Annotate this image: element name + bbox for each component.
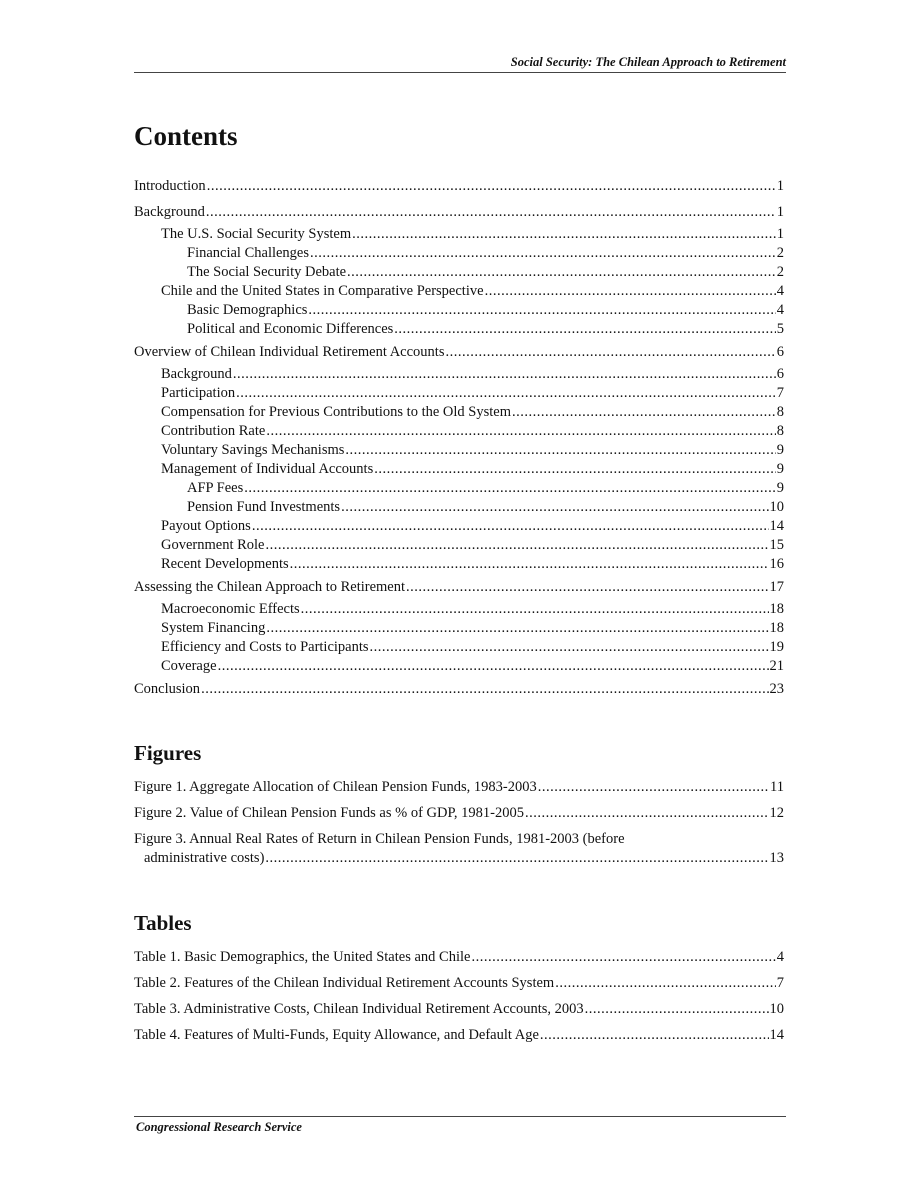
toc-entry-afp-fees[interactable]: AFP Fees ..... 9 — [134, 479, 784, 498]
toc-entry-government-role[interactable]: Government Role ..... 15 — [134, 536, 784, 555]
toc-entry-pension-fund-investments[interactable]: Pension Fund Investments ..... 10 — [134, 498, 784, 517]
toc-entry-voluntary-savings[interactable]: Voluntary Savings Mechanisms ..... 9 — [134, 441, 784, 460]
toc-entry-participation[interactable]: Participation ..... 7 — [134, 384, 784, 403]
table-entry-4[interactable]: Table 4. Features of Multi-Funds, Equity Allowance, and Default Age ..... 14 — [134, 1026, 784, 1045]
toc-entry-system-financing[interactable]: System Financing ..... 18 — [134, 619, 784, 638]
toc-entry-us-social-security[interactable]: The U.S. Social Security System ..... 1 — [134, 225, 784, 244]
toc-entry-coverage[interactable]: Coverage ..... 21 — [134, 657, 784, 676]
table-entry-2[interactable]: Table 2. Features of the Chilean Individual Retirement Accounts System ..... 7 — [134, 974, 784, 993]
toc-entry-macroeconomic-effects[interactable]: Macroeconomic Effects ..... 18 — [134, 600, 784, 619]
toc-entry-conclusion[interactable]: Conclusion ..... 23 — [134, 680, 784, 699]
toc-entry-background-2[interactable]: Background ..... 6 — [134, 365, 784, 384]
toc-entry-comparative-perspective[interactable]: Chile and the United States in Comparative Perspective ..... 4 — [134, 282, 784, 301]
footer-rule — [134, 1116, 786, 1117]
figure-entry-1[interactable]: Figure 1. Aggregate Allocation of Chilean Pension Funds, 1983-2003 ..... 11 — [134, 778, 784, 797]
toc-entry-payout-options[interactable]: Payout Options ..... 14 — [134, 517, 784, 536]
toc-entry-overview-chilean-accounts[interactable]: Overview of Chilean Individual Retirement Accounts ..... 6 — [134, 343, 784, 362]
tables-heading: Tables — [134, 911, 192, 935]
toc-entry-contribution-rate[interactable]: Contribution Rate ..... 8 — [134, 422, 784, 441]
figure-entry-3[interactable]: Figure 3. Annual Real Rates of Return in Chilean Pension Funds, 1981-2003 (before administrative costs) ..... 13 — [134, 830, 784, 868]
toc-entry-introduction[interactable]: Introduction ..... 1 — [134, 177, 784, 196]
toc-entry-management-accounts[interactable]: Management of Individual Accounts ..... 9 — [134, 460, 784, 479]
figures-heading: Figures — [134, 741, 202, 765]
table-entry-3[interactable]: Table 3. Administrative Costs, Chilean Individual Retirement Accounts, 2003 ..... 10 — [134, 1000, 784, 1019]
contents-heading: Contents — [134, 121, 238, 151]
footer-publisher: Congressional Research Service — [136, 1120, 302, 1134]
toc-entry-compensation[interactable]: Compensation for Previous Contributions to the Old System ..... 8 — [134, 403, 784, 422]
toc-entry-basic-demographics[interactable]: Basic Demographics ..... 4 — [134, 301, 784, 320]
toc-entry-social-security-debate[interactable]: The Social Security Debate ..... 2 — [134, 263, 784, 282]
toc-entry-efficiency-costs[interactable]: Efficiency and Costs to Participants ..... 19 — [134, 638, 784, 657]
figure-entry-2[interactable]: Figure 2. Value of Chilean Pension Funds as % of GDP, 1981-2005 ..... 12 — [134, 804, 784, 823]
toc-entry-financial-challenges[interactable]: Financial Challenges ..... 2 — [134, 244, 784, 263]
table-entry-1[interactable]: Table 1. Basic Demographics, the United States and Chile ..... 4 — [134, 948, 784, 967]
toc-entry-background[interactable]: Background ..... 1 — [134, 203, 784, 222]
toc-entry-recent-developments[interactable]: Recent Developments ..... 16 — [134, 555, 784, 574]
header-rule — [134, 72, 786, 73]
toc-entry-assessing-approach[interactable]: Assessing the Chilean Approach to Retirement ..... 17 — [134, 578, 784, 597]
toc-entry-political-economic[interactable]: Political and Economic Differences ..... 5 — [134, 320, 784, 339]
running-header: Social Security: The Chilean Approach to Retirement — [510, 55, 786, 69]
